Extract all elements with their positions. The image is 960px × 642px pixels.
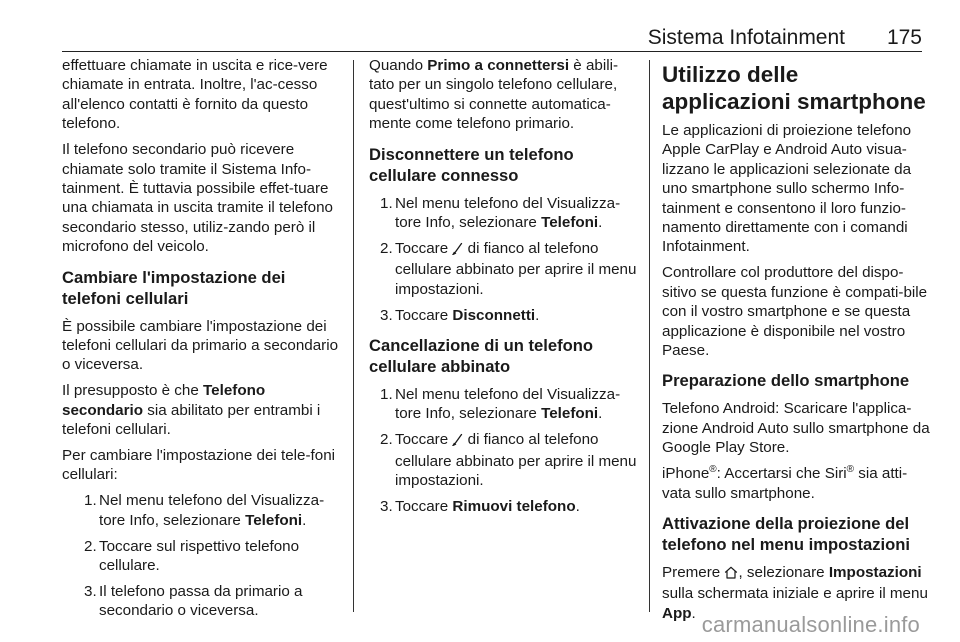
paragraph: Per cambiare l'impostazione dei tele-foni cellulari: [62, 447, 336, 484]
paragraph: Le applicazioni di proiezione telefono Apple CarPlay e Android Auto visua-lizzano le applicazioni selezionate da uno smartphone sullo schermo Info-tainment e consentono il loro funzio-namento direttamente con i comandi Infotainment. [662, 122, 912, 256]
text: : Accertarsi che Siri [716, 465, 847, 483]
step-number: 1. [380, 194, 393, 212]
steps-remove [369, 385, 637, 516]
text: Toccare sul rispettivo telefono cellulare. [99, 537, 300, 575]
ui-term-first-to-connect: Primo a connettersi [427, 57, 570, 74]
list-item [62, 491, 344, 530]
paragraph [369, 56, 637, 134]
text: di fianco al telefono cellulare abbinato per aprire il menu impostazioni. [395, 239, 637, 298]
text: sia abilitato per entrambi i telefoni cellulari. [62, 401, 321, 439]
ui-term-disconnect: Disconnetti [452, 306, 536, 324]
heading-disconnect-phone: Disconnettere un telefono cellulare connesso [369, 144, 574, 185]
step-number: 3. [380, 498, 393, 516]
list-item [369, 306, 637, 325]
heading-change-phone-setting: Cambiare l'impostazione dei telefoni cellulari [62, 267, 286, 308]
list-item [369, 239, 637, 299]
text: Nel menu telefono del Visualizza-tore Info, selezionare [395, 386, 621, 423]
paragraph [62, 381, 344, 439]
step-number: 1. [84, 492, 97, 510]
column-left [62, 56, 344, 627]
home-icon [724, 565, 738, 584]
text: è abili-tato per un singolo telefono cellulare, quest'ultimo si connette automatica-mente come telefono primario. [369, 57, 619, 133]
heading-delete-phone: Cancellazione di un telefono cellulare abbinato [369, 336, 594, 377]
watermark: carmanualsonline.info [701, 612, 920, 637]
pencil-icon [452, 432, 463, 451]
heading-activate-projection: Attivazione della proiezione del telefono nel menu impostazioni [662, 513, 910, 554]
text: Toccare [395, 431, 453, 449]
list-item [369, 430, 637, 490]
registered-mark: ® [846, 464, 855, 476]
text: Nel menu telefono del Visualizza-tore Info, selezionare [99, 492, 325, 529]
text: Nel menu telefono del Visualizza-tore Info, selezionare [395, 194, 621, 232]
text: Toccare [395, 306, 453, 324]
ui-term-settings: Impostazioni [828, 563, 922, 581]
text: . [575, 498, 580, 516]
section-title: Sistema Infotainment [647, 26, 845, 49]
column-divider-left [353, 60, 354, 612]
list-item [369, 385, 637, 424]
text: iPhone [662, 465, 710, 483]
paragraph: Controllare col produttore del dispo-sitivo se questa funzione è compati-bile con il vostro smartphone e se questa applicazione è disponibile nel vostro Paese. [662, 264, 928, 359]
ui-term-app: App [662, 604, 692, 622]
step-number: 2. [380, 431, 393, 449]
steps-disconnect [369, 194, 637, 325]
paragraph: Il telefono secondario può ricevere chiamate solo tramite il Sistema Info-tainment. È tuttavia possibile effet-tuare una chiamata in uscita tramite il telefono secondario stesso, utiliz-zando però il microfono del veicolo. [62, 141, 333, 256]
list-item [369, 497, 637, 516]
paragraph: Telefono Android: Scaricare l'applica-zione Android Auto sullo smartphone da Google Play Store. [662, 400, 930, 457]
pencil-icon [452, 241, 463, 260]
text: . [598, 405, 603, 423]
list-item [62, 582, 344, 621]
list-item [62, 537, 344, 576]
ui-term-phones: Telefoni [245, 511, 303, 529]
step-number: 3. [84, 582, 97, 600]
page-number: 175 [886, 26, 922, 49]
step-number: 3. [380, 306, 393, 324]
ui-term-secondary-phone: Telefono secondario [62, 382, 266, 419]
text: sulla schermata iniziale e aprire il menu [662, 585, 928, 603]
text: Toccare [395, 239, 453, 257]
header-rule [62, 51, 922, 52]
ui-term-remove-phone: Rimuovi telefono [452, 498, 576, 516]
page-header [0, 0, 960, 60]
text: , selezionare [738, 563, 829, 581]
ui-term-phones: Telefoni [541, 405, 599, 423]
paragraph: È possibile cambiare l'impostazione dei telefoni cellulari da primario a secondario o viceversa. [62, 317, 339, 374]
heading-prepare-smartphone: Preparazione dello smartphone [662, 371, 910, 391]
text: di fianco al telefono cellulare abbinato per aprire il menu impostazioni. [395, 431, 637, 490]
ui-term-phones: Telefoni [541, 214, 599, 232]
text: Premere [662, 563, 725, 581]
registered-mark: ® [709, 464, 717, 476]
text: . [535, 306, 540, 324]
text: Il presupposto è che [62, 382, 203, 400]
step-number: 2. [380, 239, 393, 257]
text: Il telefono passa da primario a secondario o viceversa. [99, 582, 303, 620]
column-middle [369, 56, 637, 523]
steps-change-setting [62, 491, 344, 620]
text: . [302, 511, 307, 529]
heading-smartphone-apps: Utilizzo delle applicazioni smartphone [662, 62, 926, 114]
text: . [691, 604, 696, 622]
text: Quando [369, 57, 428, 74]
paragraph [662, 464, 930, 503]
column-divider-right [649, 60, 650, 612]
step-number: 2. [84, 537, 97, 555]
paragraph: effettuare chiamate in uscita e rice-vere chiamate in entrata. Inoltre, l'ac-cesso all'elenco contatti è fornito da questo telefono. [62, 57, 328, 133]
text: sia atti-vata sullo smartphone. [662, 465, 908, 502]
text: Toccare [395, 498, 453, 516]
text: . [598, 214, 603, 232]
step-number: 1. [380, 386, 393, 404]
list-item [369, 194, 637, 233]
column-right [662, 56, 930, 630]
